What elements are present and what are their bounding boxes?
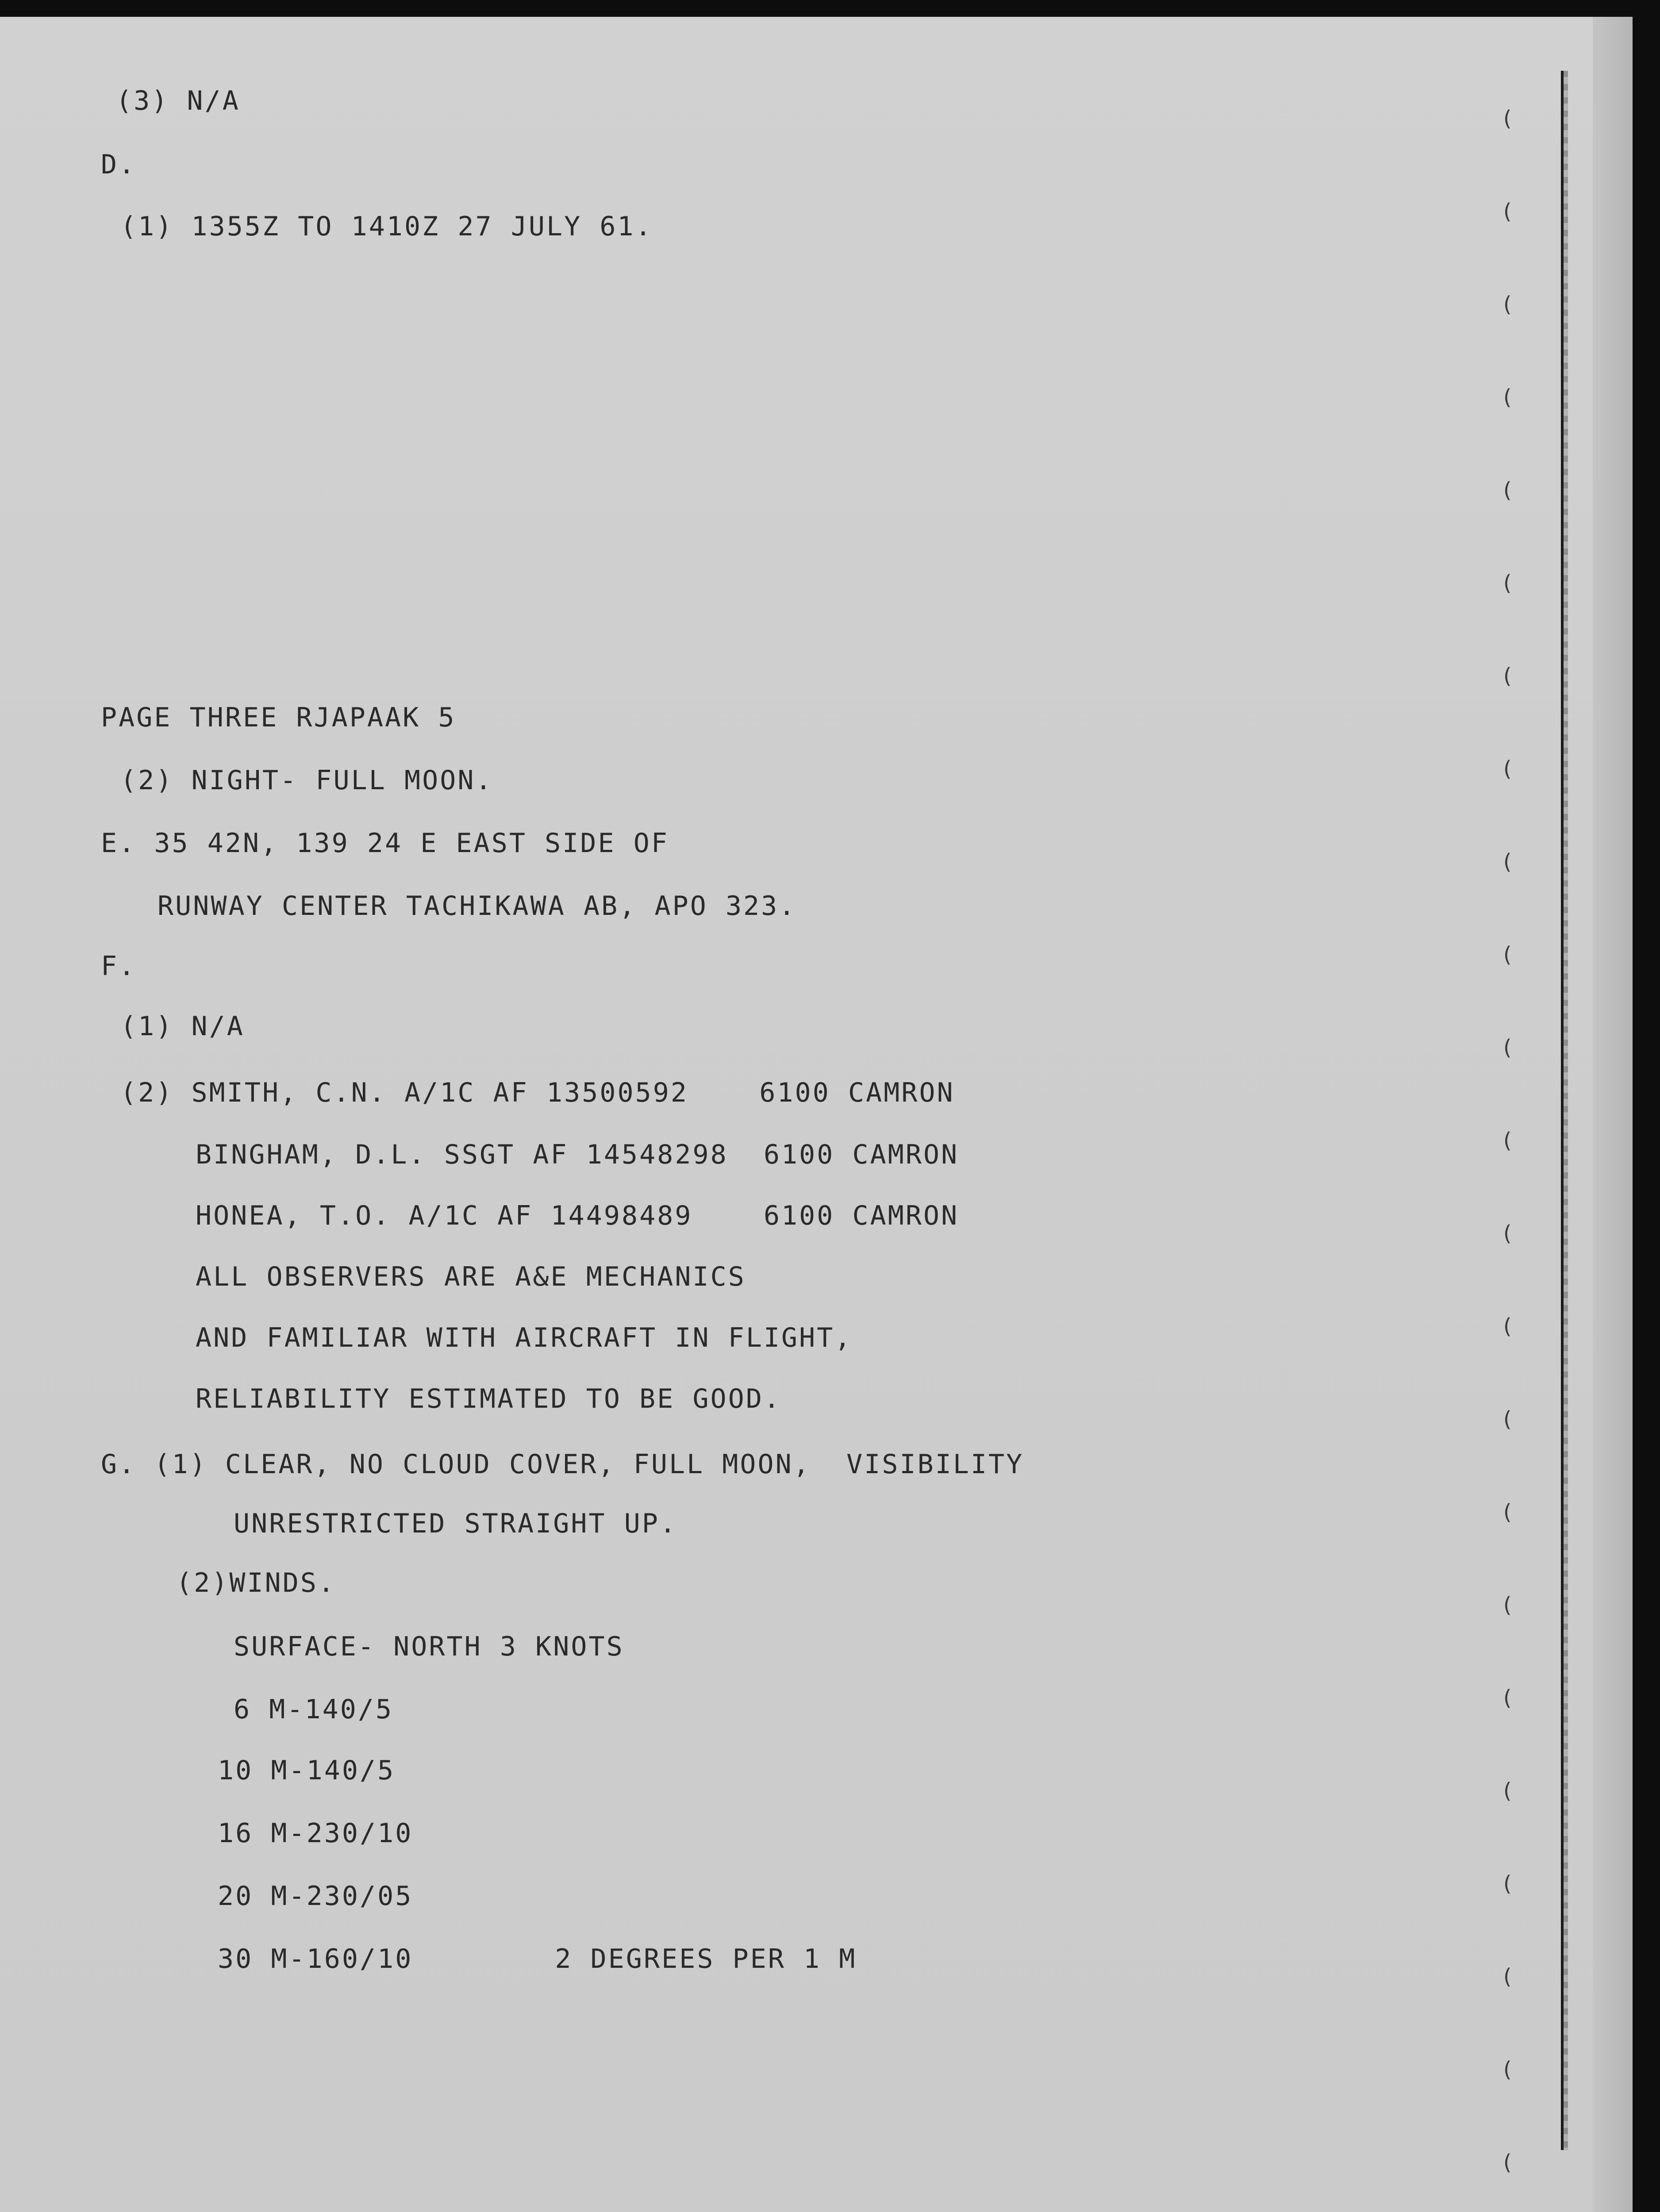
margin-mark: ( [1501, 571, 1514, 595]
margin-mark: ( [1501, 2057, 1514, 2082]
doc-line: PAGE THREE RJAPAAK 5 [101, 702, 456, 733]
doc-line: AND FAMILIAR WITH AIRCRAFT IN FLIGHT, [196, 1322, 853, 1353]
doc-line: 16 M-230/10 [218, 1818, 413, 1849]
doc-line: 10 M-140/5 [218, 1755, 396, 1786]
doc-line: D. [101, 149, 137, 180]
doc-line: 30 M-160/10 2 DEGREES PER 1 M [218, 1943, 857, 1974]
perforation-strip [1564, 71, 1568, 2150]
margin-mark: ( [1501, 849, 1514, 874]
margin-mark: ( [1501, 2150, 1514, 2175]
doc-line: UNRESTRICTED STRAIGHT UP. [234, 1508, 678, 1539]
margin-mark: ( [1501, 1871, 1514, 1896]
doc-line: G. (1) CLEAR, NO CLOUD COVER, FULL MOON, VISIBILITY [101, 1449, 1024, 1480]
doc-line: 6 M-140/5 [234, 1694, 394, 1725]
doc-line: (2) SMITH, C.N. A/1C AF 13500592 6100 CAMRON [120, 1077, 955, 1108]
doc-line: (3) N/A [116, 85, 240, 116]
margin-mark: ( [1501, 199, 1514, 224]
margin-mark: ( [1501, 1593, 1514, 1617]
margin-mark: ( [1501, 664, 1514, 688]
paper-edge [1593, 17, 1633, 2212]
margin-mark: ( [1501, 1221, 1514, 1246]
doc-line: (1) N/A [120, 1011, 245, 1042]
margin-mark: ( [1501, 1964, 1514, 1989]
margin-mark: ( [1501, 106, 1514, 131]
doc-line: (2)WINDS. [176, 1567, 336, 1598]
doc-line: (1) 1355Z TO 1410Z 27 JULY 61. [120, 211, 653, 242]
doc-line: ALL OBSERVERS ARE A&E MECHANICS [196, 1261, 746, 1292]
margin-mark: ( [1501, 478, 1514, 503]
doc-line: (2) NIGHT- FULL MOON. [120, 765, 493, 796]
margin-mark: ( [1501, 1035, 1514, 1060]
margin-mark: ( [1501, 757, 1514, 781]
doc-line: HONEA, T.O. A/1C AF 14498489 6100 CAMRON [196, 1200, 959, 1231]
margin-mark: ( [1501, 1128, 1514, 1153]
doc-line: BINGHAM, D.L. SSGT AF 14548298 6100 CAMRON [196, 1139, 959, 1170]
margin-mark: ( [1501, 1314, 1514, 1339]
doc-line: RUNWAY CENTER TACHIKAWA AB, APO 323. [158, 891, 797, 922]
doc-line: RELIABILITY ESTIMATED TO BE GOOD. [196, 1383, 782, 1414]
margin-mark: ( [1501, 942, 1514, 967]
margin-mark: ( [1501, 1686, 1514, 1710]
margin-mark: ( [1501, 1407, 1514, 1432]
doc-line: 20 M-230/05 [218, 1881, 413, 1912]
doc-line: E. 35 42N, 139 24 E EAST SIDE OF [101, 828, 669, 859]
margin-mark: ( [1501, 1778, 1514, 1803]
doc-line: SURFACE- NORTH 3 KNOTS [234, 1631, 624, 1662]
margin-mark: ( [1501, 292, 1514, 317]
margin-mark: ( [1501, 1500, 1514, 1525]
doc-line: F. [101, 951, 137, 982]
margin-mark: ( [1501, 385, 1514, 410]
